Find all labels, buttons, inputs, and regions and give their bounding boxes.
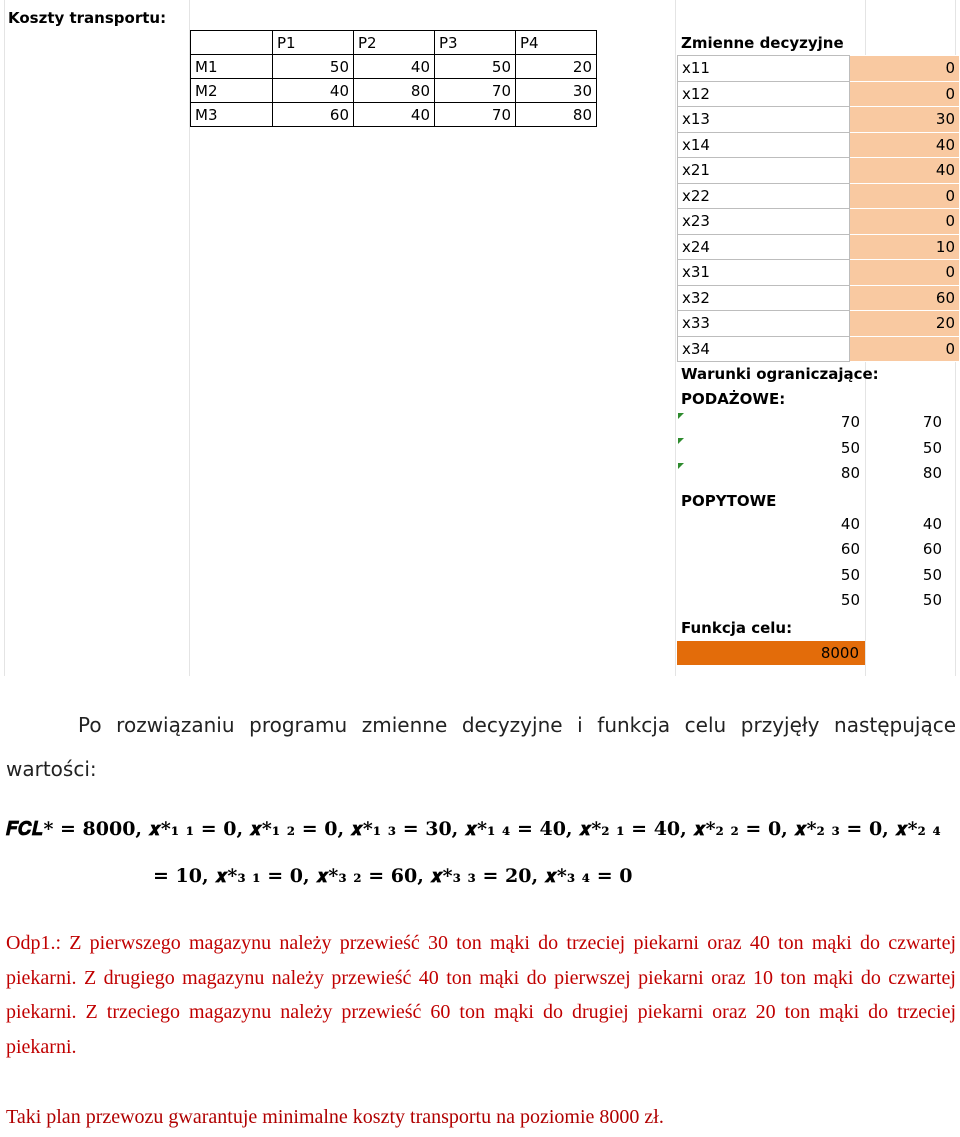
- cost-header: P2: [354, 31, 435, 55]
- intro-line2: wartości:: [6, 757, 97, 781]
- cost-cell: 40: [273, 79, 354, 103]
- var-name: x14: [678, 132, 850, 158]
- var-value: 40: [850, 132, 960, 158]
- cost-header: P3: [435, 31, 516, 55]
- var-name: x22: [678, 183, 850, 209]
- error-flag-icon: [678, 463, 684, 469]
- demand-lhs: 60: [840, 540, 860, 558]
- cost-cell: 60: [273, 103, 354, 127]
- cost-cell: 70: [435, 79, 516, 103]
- cost-cell: 40: [354, 103, 435, 127]
- decision-header: Zmienne decyzyjne: [681, 34, 844, 52]
- var-name: x31: [678, 260, 850, 286]
- var-name: x11: [678, 56, 850, 82]
- goal-header: Funkcja celu:: [681, 619, 793, 637]
- answer-paragraph: Odp1.: Z pierwszego magazynu należy przewieść 30 ton mąki do trzeciej piekarni oraz 40 ton mąki do czwartej piekarni. Z drugiego magazynu należy przewieść 40 ton mąki do pierwszej piekarni oraz 10 ton mąki do czwartej piekarni. Z trzeciego magazynu należy przewieść 60 ton mąki do drugiej piekarni oraz 20 ton mąki do trzeciej piekarni.: [6, 932, 956, 1058]
- var-value: 0: [850, 336, 960, 362]
- cost-header: P4: [516, 31, 597, 55]
- solution-equation-line1: 𝑭𝑪𝑳* = 𝟖𝟎𝟎𝟎, 𝒙*₁ ₁ = 𝟎, 𝒙*₁ ₂ = 𝟎, 𝒙*₁ ₃ = 𝟑𝟎, 𝒙*₁ ₄ = 𝟒𝟎, 𝒙*₂ ₁ = 𝟒𝟎, 𝒙*₂ ₂ = 𝟎, 𝒙*₂ ₃ = 𝟎, 𝒙*₂ ₄: [6, 818, 941, 840]
- supply-rhs: 80: [922, 464, 942, 482]
- cost-header-blank: [191, 31, 273, 55]
- var-value: 0: [850, 209, 960, 235]
- var-name: x21: [678, 158, 850, 184]
- var-name: x34: [678, 336, 850, 362]
- var-value: 0: [850, 81, 960, 107]
- supply-header: PODAŻOWE:: [681, 390, 786, 408]
- goal-value: 8000: [820, 644, 859, 662]
- grid-line: [4, 0, 5, 676]
- demand-lhs: 50: [840, 566, 860, 584]
- demand-rhs: 60: [922, 540, 942, 558]
- demand-rhs: 50: [922, 566, 942, 584]
- supply-lhs: 70: [840, 413, 860, 431]
- cost-cell: 20: [516, 55, 597, 79]
- decision-vars-table: [677, 55, 960, 362]
- solution-equation-line2: = 𝟏𝟎, 𝒙*₃ ₁ = 𝟎, 𝒙*₃ ₂ = 𝟔𝟎, 𝒙*₃ ₃ = 𝟐𝟎, 𝒙*₃ ₄ = 𝟎: [153, 865, 633, 887]
- cost-row-label: M1: [191, 55, 273, 79]
- var-value: 0: [850, 183, 960, 209]
- cost-cell: 30: [516, 79, 597, 103]
- demand-lhs: 40: [840, 515, 860, 533]
- supply-rhs: 70: [922, 413, 942, 431]
- constraints-header: Warunki ograniczające:: [681, 365, 879, 383]
- var-value: 30: [850, 107, 960, 133]
- cost-cell: 50: [435, 55, 516, 79]
- cost-cell: 80: [516, 103, 597, 127]
- var-value: 0: [850, 260, 960, 286]
- var-value: 10: [850, 234, 960, 260]
- cost-table: [190, 30, 597, 127]
- cost-cell: 80: [354, 79, 435, 103]
- cost-row-label: M2: [191, 79, 273, 103]
- answer-summary: Taki plan przewozu gwarantuje minimalne koszty transportu na poziomie 8000 zł.: [6, 1106, 664, 1128]
- cost-cell: 40: [354, 55, 435, 79]
- supply-rhs: 50: [922, 439, 942, 457]
- cost-row-label: M3: [191, 103, 273, 127]
- var-name: x13: [678, 107, 850, 133]
- error-flag-icon: [678, 413, 684, 419]
- var-name: x23: [678, 209, 850, 235]
- supply-lhs: 50: [840, 439, 860, 457]
- supply-lhs: 80: [840, 464, 860, 482]
- demand-rhs: 50: [922, 591, 942, 609]
- demand-lhs: 50: [840, 591, 860, 609]
- var-name: x24: [678, 234, 850, 260]
- demand-rhs: 40: [922, 515, 942, 533]
- var-name: x33: [678, 311, 850, 337]
- intro-line1: Po rozwiązaniu programu zmienne decyzyjne i funkcja celu przyjęły następujące: [78, 713, 956, 737]
- var-value: 20: [850, 311, 960, 337]
- cost-cell: 70: [435, 103, 516, 127]
- goal-cell: [677, 641, 865, 665]
- var-value: 0: [850, 56, 960, 82]
- grid-line: [675, 0, 676, 676]
- sheet-title: Koszty transportu:: [8, 9, 167, 27]
- cost-cell: 50: [273, 55, 354, 79]
- cost-header: P1: [273, 31, 354, 55]
- var-name: x32: [678, 285, 850, 311]
- var-value: 40: [850, 158, 960, 184]
- demand-header: POPYTOWE: [681, 492, 777, 510]
- var-value: 60: [850, 285, 960, 311]
- var-name: x12: [678, 81, 850, 107]
- error-flag-icon: [678, 438, 684, 444]
